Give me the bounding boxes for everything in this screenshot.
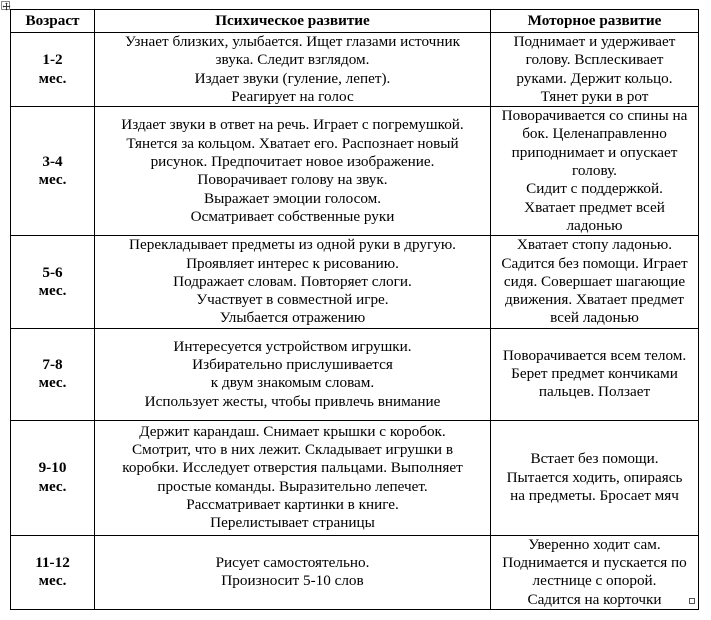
motor-cell — [491, 33, 699, 107]
cell-line: Пытается ходить, опираясь — [506, 468, 683, 486]
table-resize-handle[interactable] — [689, 598, 695, 604]
cell-line: Поднимает и удерживает — [513, 33, 676, 50]
cell-line: мес. — [38, 477, 67, 495]
cell-line: Поворачивается со спины на — [501, 107, 688, 125]
age-cell — [11, 328, 95, 420]
cell-line: Рисует самостоятельно. — [215, 554, 370, 572]
table-row — [11, 328, 699, 420]
mental-cell — [95, 33, 491, 107]
cell-line: 5-6 — [42, 263, 63, 281]
mental-cell — [95, 420, 491, 535]
cell-line: Держит карандаш. Снимает крышки с коробок. — [139, 422, 446, 440]
cell-line: простые команды. Выразительно лепечет. — [157, 477, 428, 495]
table-row — [11, 33, 699, 107]
cell-line: Проявляет интерес к рисованию. — [186, 254, 399, 272]
header-age: Возраст — [11, 10, 95, 33]
cell-line: звука. Следит взглядом. — [215, 51, 370, 69]
cell-line: к двум знакомым словам. — [210, 374, 375, 392]
mental-cell — [95, 107, 491, 236]
cell-line: мес. — [38, 171, 67, 189]
cell-line: 3-4 — [42, 152, 63, 170]
cell-line: Тянет руки в рот — [540, 87, 649, 105]
cell-line: Рассматривает картинки в книге. — [186, 496, 399, 514]
cell-line: мес. — [38, 572, 67, 590]
cell-line: рисунок. Предпочитает новое изображение. — [150, 152, 435, 170]
header-motor: Моторное развитие — [491, 10, 699, 33]
cell-line: Хватает стопу ладонью. — [516, 236, 673, 254]
header-row — [11, 10, 699, 33]
table-row — [11, 420, 699, 535]
cell-line: Произносит 5-10 слов — [221, 572, 364, 590]
cell-line: Осматривает собственные руки — [190, 207, 395, 225]
cell-line: на предметы. Бросает мяч — [510, 486, 679, 504]
table-move-handle-icon[interactable] — [1, 1, 10, 10]
motor-cell — [491, 328, 699, 420]
cell-line: 11-12 — [35, 554, 70, 572]
motor-cell — [491, 107, 699, 236]
age-cell — [11, 107, 95, 236]
cell-line: 1-2 — [42, 51, 63, 69]
cell-line: Садится на корточки — [527, 590, 662, 608]
cell-line: мес. — [38, 374, 67, 392]
cell-line: коробки. Исследует отверстия пальцами. Выполняет — [122, 459, 463, 477]
age-cell — [11, 236, 95, 328]
cell-line: 9-10 — [38, 459, 67, 477]
cell-line: всей ладонью — [550, 309, 639, 327]
table-row — [11, 236, 699, 328]
cell-line: бок. Целенаправленно — [522, 125, 667, 143]
cell-line: сидя. Совершает шагающие — [503, 272, 686, 290]
mental-cell — [95, 535, 491, 609]
cell-line: движения. Хватает предмет — [505, 291, 684, 309]
cell-line: Использует жесты, чтобы привлечь внимание — [144, 392, 441, 410]
table-row — [11, 535, 699, 609]
motor-cell — [491, 535, 699, 609]
cell-line: 7-8 — [42, 355, 63, 373]
cell-line: Поднимается и пускается по — [502, 554, 687, 572]
motor-cell — [491, 236, 699, 328]
cell-line: Интересуется устройством игрушки. — [173, 337, 412, 355]
cell-line: Подражает словам. Повторяет слоги. — [173, 272, 412, 290]
cell-line: Берет предмет кончиками — [511, 365, 678, 383]
mental-cell — [95, 328, 491, 420]
cell-line: Уверенно ходит сам. — [528, 535, 661, 553]
cell-line: Реагирует на голос — [231, 87, 354, 105]
cell-line: Поворачивается всем телом. — [502, 346, 687, 364]
age-cell — [11, 535, 95, 609]
cell-line: руками. Держит кольцо. — [516, 69, 673, 87]
cell-line: Перекладывает предметы из одной руки в другую. — [129, 236, 456, 254]
cell-line: мес. — [38, 69, 67, 87]
cell-line: голову. — [572, 162, 617, 180]
cell-line: приподнимает и опускает — [511, 143, 678, 161]
cell-line: лестнице с опорой. — [532, 572, 657, 590]
cell-line: Избирательно прислушивается — [192, 355, 393, 373]
cell-line: Улыбается отражению — [219, 309, 366, 327]
cell-line: мес. — [38, 282, 67, 299]
cell-line: Издает звуки в ответ на речь. Играет с погремушкой. — [121, 116, 464, 134]
header-mental: Психическое развитие — [95, 10, 491, 33]
cell-line: Тянется за кольцом. Хватает его. Распознает новый — [126, 134, 459, 152]
cell-line: ладонью — [566, 216, 623, 234]
cell-line: пальцев. Ползает — [538, 383, 651, 401]
mental-cell — [95, 236, 491, 328]
cell-line: Перелистывает страницы — [210, 514, 375, 532]
age-cell — [11, 420, 95, 535]
cell-line: Хватает предмет всей — [524, 198, 665, 216]
cell-line: Садится без помощи. Играет — [501, 254, 688, 272]
cell-line: Сидит с поддержкой. — [526, 180, 663, 198]
development-table — [10, 9, 699, 610]
table-row — [11, 107, 699, 236]
cell-line: Издает звуки (гуление, лепет). — [194, 69, 391, 87]
motor-cell — [491, 420, 699, 535]
cell-line: Выражает эмоции голосом. — [203, 189, 382, 207]
cell-line: Узнает близких, улыбается. Ищет глазами источник — [125, 33, 460, 50]
cell-line: голову. Всплескивает — [525, 51, 664, 69]
age-cell — [11, 33, 95, 107]
cell-line: Встает без помощи. — [530, 450, 659, 468]
cell-line: Поворачивает голову на звук. — [197, 171, 388, 189]
cell-line: Смотрит, что в них лежит. Складывает игрушки в — [131, 441, 454, 459]
cell-line: Участвует в совместной игре. — [196, 291, 389, 309]
